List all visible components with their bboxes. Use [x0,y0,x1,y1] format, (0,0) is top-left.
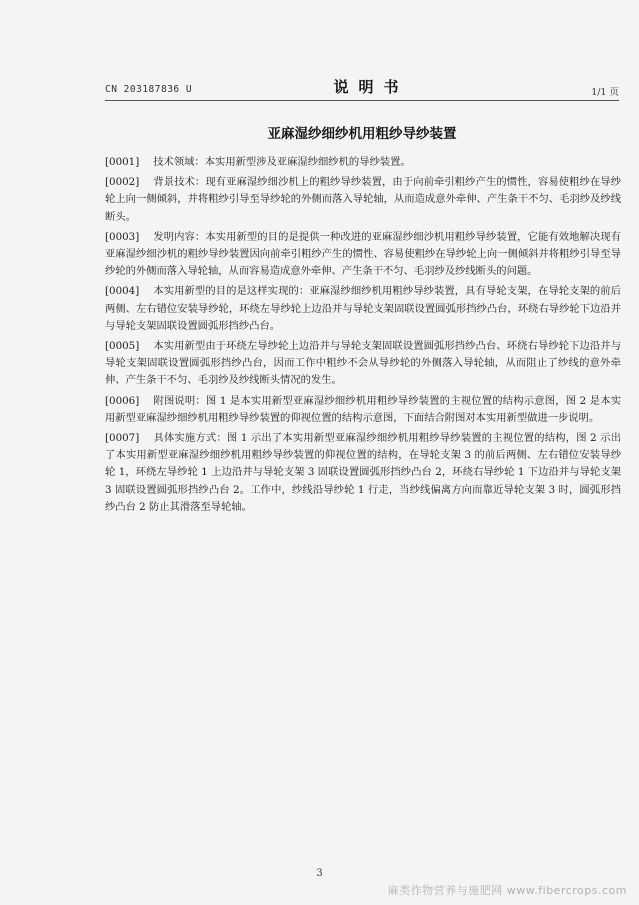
paragraph-0004 [105,283,621,335]
paragraph-text: 背景技术：现有亚麻湿纱细沙机上的粗纱导纱装置，由于向前牵引粗纱产生的惯性，容易使粗纱在导纱轮上向一侧倾斜，并将粗纱引导至导纱轮的外侧而落入导轮轴，从而造成意外牵伸、产生条干不匀、毛羽纱及纱线断头。 [105,176,621,223]
patent-number: CN 203187836 U [105,84,193,95]
paragraph-number: [0003] [105,230,140,243]
paragraph-0001 [105,154,621,171]
paragraph-number: [0007] [105,432,140,445]
paragraph-text: 技术领域：本实用新型涉及亚麻湿纱细纱机的导纱装置。 [153,156,411,168]
paragraph-text: 发明内容：本实用新型的目的是提供一种改进的亚麻湿纱细沙机用粗纱导纱装置，它能有效地解决现有亚麻湿纱细沙机的粗纱导纱装置因向前牵引粗纱产生的惯性、容易使粗纱在导纱轮上向一侧倾斜并将粗纱引导至导纱轮的外侧而落入导轮轴，从而容易造成意外牵伸、产生条干不匀、毛羽纱及纱线断头的问题。 [105,230,621,278]
paragraph-0005 [105,338,621,390]
paragraph-text: 本实用新型由于环绕左导纱轮上边沿并与导轮支架固联设置圆弧形挡纱凸台、环绕右导纱轮下边沿并与导轮支架固联设置圆弧形挡纱凸台，因而工作中粗纱不会从导纱轮的外侧落入导轮轴，从而阻止了纱线的意外牵伸、产生条干不匀、毛羽纱及纱线断头情况的发生。 [105,340,621,387]
paragraph-number: [0006] [105,394,140,407]
paragraph-text: 本实用新型的目的是这样实现的：亚麻湿纱细纱机用粗纱导纱装置，具有导轮支架，在导轮支架的前后两侧、左右错位安装导纱轮，环绕左导纱轮上边沿并与导轮支架固联设置圆弧形挡纱凸台，环绕右导纱轮下边沿并与导轮支架固联设置圆弧形挡纱凸台。 [105,285,621,332]
paragraph-0002 [105,174,621,226]
paragraph-0003 [105,229,621,281]
document-title: 亚麻湿纱细纱机用粗纱导纱装置 [267,126,457,142]
paragraph-0006 [105,393,621,427]
page-header [105,76,619,102]
paragraph-text: 具体实施方式：图 1 示出了本实用新型亚麻湿纱细纱机用粗纱导纱装置的主视位置的结构，图 2 示出了本实用新型亚麻湿纱细纱机用粗纱导纱装置的仰视位置的结构，在导轮支架 3 的前后两侧、左右错位安装导纱轮 1，环绕左导纱轮 1 上边沿并与导轮支架 3 固联设置圆弧形挡纱凸台 2，环绕右导纱轮 1 下边沿并与导轮支架 3 固联设置圆弧形挡纱凸台 2。工作中，纱线沿导纱轮 1 行走，当纱线偏离方向而靠近导轮支架 3 时，圆弧形挡纱凸台 2 防止其滑落至导轮轴。 [105,432,621,513]
paragraph-number: [0001] [105,156,140,168]
paragraph-number: [0005] [105,340,140,353]
paragraph-number: [0002] [105,176,140,189]
header-divider [105,100,619,101]
paragraph-0007 [105,430,621,516]
paragraph-number: [0004] [105,285,140,298]
section-title: 说明书 [333,78,409,96]
watermark-text: 麻类作物营养与施肥网 www.fibercrops.com [387,884,627,897]
paragraph-text: 附图说明：图 1 是本实用新型亚麻湿纱细纱机用粗纱导纱装置的主视位置的结构示意图，图 2 是本实用新型亚麻湿纱细纱机用粗纱导纱装置的仰视位置的结构示意图，下面结合附图对本实用新型做进一步说明。 [105,394,621,424]
description-body [105,154,621,519]
page-number: 3 [316,868,323,879]
page-of-indicator: 1/1 页 [591,87,619,98]
